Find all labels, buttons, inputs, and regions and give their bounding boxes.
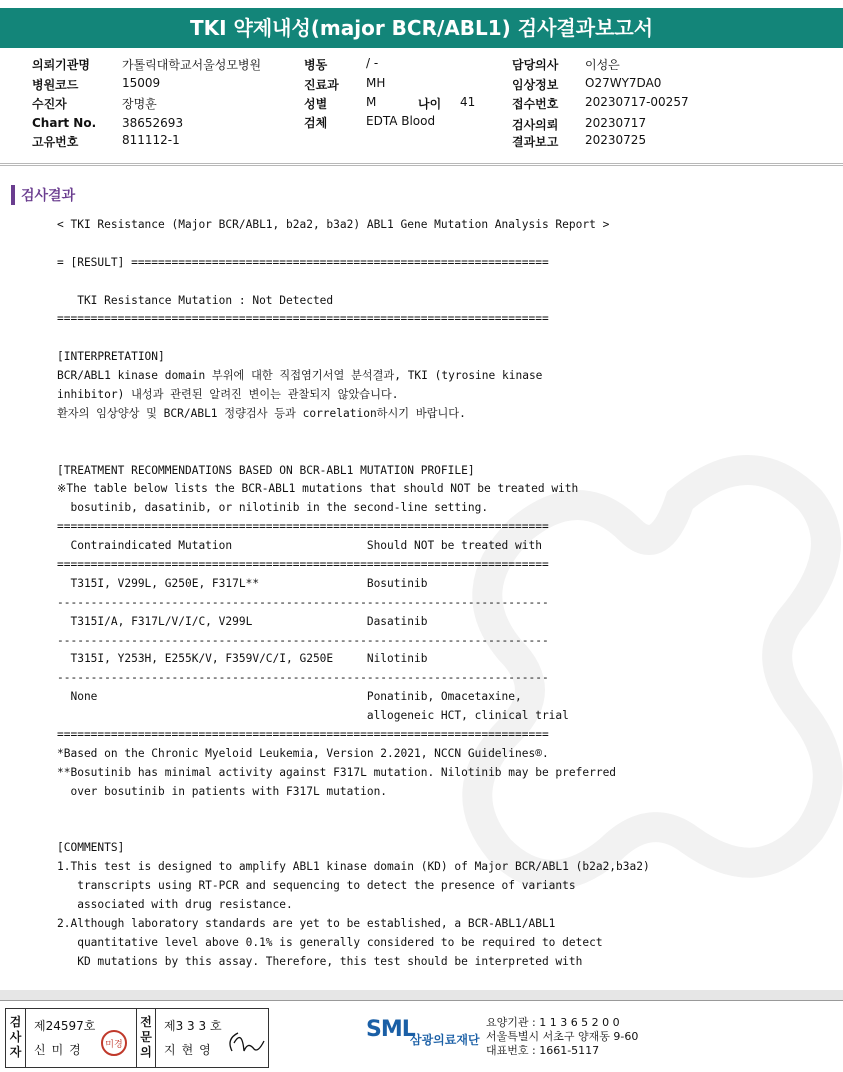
specialist-name: 지현영 bbox=[164, 1043, 217, 1057]
info-value: MH bbox=[366, 76, 386, 90]
patient-info-block bbox=[0, 56, 843, 166]
report-body bbox=[57, 216, 657, 972]
signature-icon bbox=[224, 1021, 266, 1061]
report-line: [COMMENTS] bbox=[57, 841, 125, 855]
report-line bbox=[57, 821, 657, 840]
info-label: 검체 bbox=[304, 116, 328, 130]
report-line: T315I, Y253H, E255K/V, F359V/C/I, G250E Nilotinib bbox=[57, 652, 428, 666]
report-line: TKI Resistance Mutation : Not Detected bbox=[57, 293, 334, 307]
report-line: ========================================================================= bbox=[57, 520, 549, 534]
report-line: **Bosutinib has minimal activity against F317L mutation. Nilotinib may be preferred bbox=[57, 765, 617, 779]
info-value: 이성은 bbox=[585, 58, 620, 72]
report-line: ========================================================================= bbox=[57, 558, 549, 572]
report-line bbox=[57, 273, 657, 292]
signature-box bbox=[5, 1008, 269, 1068]
age-value: 41 bbox=[460, 95, 476, 109]
report-line: ------------------------------------------------------------------------- bbox=[57, 671, 549, 685]
report-line: 1.This test is designed to amplify ABL1 kinase domain (KD) of Major BCR/ABL1 (b2a2,b3a2) bbox=[57, 860, 650, 874]
report-line: ※The table below lists the BCR-ABL1 mutations that should NOT be treated with bbox=[57, 482, 579, 496]
info-label: 담당의사 bbox=[512, 58, 559, 72]
report-line: KD mutations by this assay. Therefore, this test should be interpreted with bbox=[57, 954, 583, 968]
info-label: 검사의뢰 bbox=[512, 118, 559, 132]
info-label: 병원코드 bbox=[32, 78, 79, 92]
info-value: O27WY7DA0 bbox=[585, 76, 662, 90]
info-value: 20230717 bbox=[585, 116, 647, 130]
examiner-license: 제24597호 bbox=[34, 1019, 96, 1033]
footer-band bbox=[0, 990, 843, 1000]
info-label: 진료과 bbox=[304, 78, 339, 92]
header-divider bbox=[0, 165, 843, 166]
report-line: T315I, V299L, G250E, F317L** Bosutinib bbox=[57, 576, 428, 590]
info-label: 접수번호 bbox=[512, 97, 559, 111]
section-marker bbox=[11, 185, 15, 205]
info-value: 15009 bbox=[122, 76, 161, 90]
report-line bbox=[57, 424, 657, 443]
info-label: 성별 bbox=[304, 97, 328, 111]
info-value: 20230717-00257 bbox=[585, 95, 689, 109]
info-value: EDTA Blood bbox=[366, 114, 436, 128]
report-line: over bosutinib in patients with F317L mutation. bbox=[57, 784, 388, 798]
info-value: 가톨릭대학교서울성모병원 bbox=[122, 58, 262, 72]
report-line: quantitative level above 0.1% is generally considered to be required to detect bbox=[57, 935, 603, 949]
report-line: None Ponatinib, Omacetaxine, bbox=[57, 690, 522, 704]
report-line: BCR/ABL1 kinase domain 부위에 대한 직접염기서열 분석결과, TKI (tyrosine kinase bbox=[57, 369, 543, 383]
report-line: = [RESULT] ============================================================== bbox=[57, 255, 549, 269]
specialist-label: 전 문 의 bbox=[136, 1009, 156, 1067]
info-value: M bbox=[366, 95, 377, 109]
institution-contact: 요양기관 : 1 1 3 6 5 2 0 0 서울특별시 서초구 양재동 9-60 대표번호 : 1661-5117 bbox=[486, 1016, 639, 1057]
institution-name: 삼광의료재단 bbox=[410, 1033, 480, 1047]
report-line bbox=[57, 802, 657, 821]
report-line: *Based on the Chronic Myeloid Leukemia, Version 2.2021, NCCN Guidelines®. bbox=[57, 746, 549, 760]
footer-divider bbox=[0, 1000, 843, 1001]
examiner-label: 검 사 자 bbox=[6, 1009, 26, 1067]
report-line: ------------------------------------------------------------------------- bbox=[57, 633, 549, 647]
report-line: 환자의 임상양상 및 BCR/ABL1 정량검사 등과 correlation하시기 바랍니다. bbox=[57, 406, 466, 420]
section-heading bbox=[11, 184, 75, 206]
sml-logo: SML bbox=[366, 1017, 415, 1042]
report-line bbox=[57, 329, 657, 348]
info-value: 811112-1 bbox=[122, 133, 180, 147]
report-line bbox=[57, 235, 657, 254]
header-divider bbox=[0, 163, 843, 164]
info-value: 장명훈 bbox=[122, 97, 157, 111]
institution-logo bbox=[366, 1017, 480, 1047]
seal-text: 미경 bbox=[105, 1040, 123, 1050]
report-line: Contraindicated Mutation Should NOT be treated with bbox=[57, 539, 542, 553]
specialist-license: 제3 3 3 호 bbox=[164, 1019, 222, 1033]
report-line: inhibitor) 내성과 관련된 알려진 변이는 관찰되지 않았습니다. bbox=[57, 388, 399, 402]
report-line: ========================================================================= bbox=[57, 312, 549, 326]
age-label: 나이 bbox=[418, 97, 442, 111]
report-line: ------------------------------------------------------------------------- bbox=[57, 595, 549, 609]
report-line: allogeneic HCT, clinical trial bbox=[57, 709, 569, 723]
info-label: Chart No. bbox=[32, 116, 97, 130]
report-line: associated with drug resistance. bbox=[57, 898, 293, 912]
info-label: 병동 bbox=[304, 58, 328, 72]
section-title: 검사결과 bbox=[21, 188, 76, 204]
report-line: < TKI Resistance (Major BCR/ABL1, b2a2, b3a2) ABL1 Gene Mutation Analysis Report > bbox=[57, 218, 610, 231]
report-title: TKI 약제내성(major BCR/ABL1) 검사결과보고서 bbox=[0, 8, 843, 48]
info-label: 의뢰기관명 bbox=[32, 58, 90, 72]
report-line: 2.Although laboratory standards are yet to be established, a BCR-ABL1/ABL1 bbox=[57, 916, 556, 930]
seal-icon bbox=[100, 1029, 128, 1057]
info-label: 고유번호 bbox=[32, 135, 79, 149]
info-label: 결과보고 bbox=[512, 135, 559, 149]
info-label: 수진자 bbox=[32, 97, 67, 111]
report-line: ========================================================================= bbox=[57, 728, 549, 742]
report-line: [TREATMENT RECOMMENDATIONS BASED ON BCR-ABL1 MUTATION PROFILE] bbox=[57, 463, 475, 477]
report-line bbox=[57, 443, 657, 462]
report-line: [INTERPRETATION] bbox=[57, 350, 165, 364]
info-value: / - bbox=[366, 56, 379, 70]
report-line: transcripts using RT-PCR and sequencing to detect the presence of variants bbox=[57, 879, 576, 893]
info-value: 20230725 bbox=[585, 133, 647, 147]
info-label: 임상정보 bbox=[512, 78, 559, 92]
info-value: 38652693 bbox=[122, 116, 184, 130]
report-line: bosutinib, dasatinib, or nilotinib in the second-line setting. bbox=[57, 501, 489, 515]
examiner-name: 신미경 bbox=[34, 1043, 87, 1057]
report-line: T315I/A, F317L/V/I/C, V299L Dasatinib bbox=[57, 614, 428, 628]
